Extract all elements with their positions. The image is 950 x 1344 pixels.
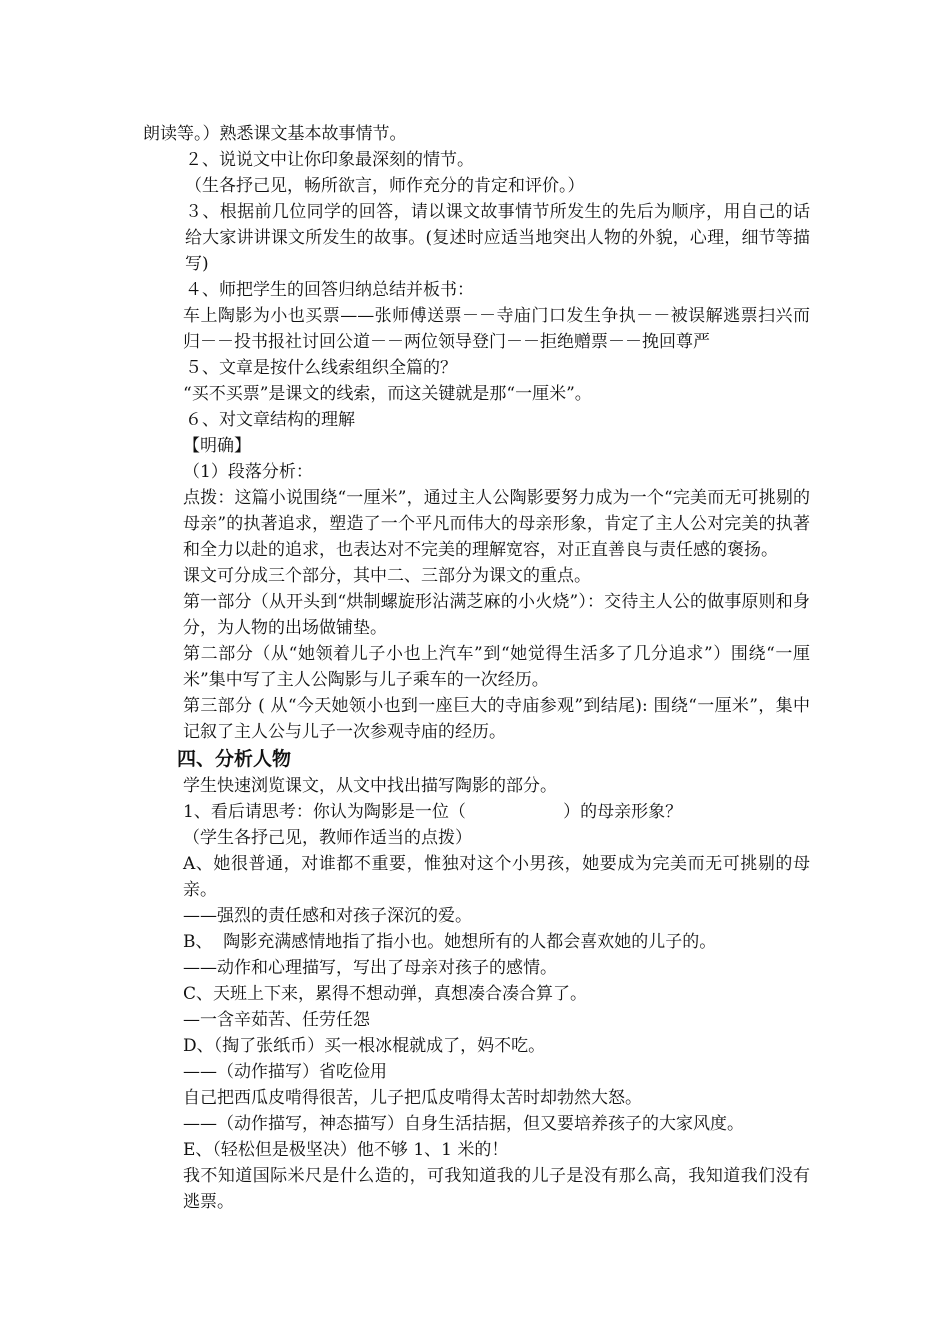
paragraph: ——（动作描写）省吃俭用 xyxy=(183,1062,387,1082)
paragraph: ２、说说文中让你印象最深刻的情节。 xyxy=(185,150,474,170)
paragraph: A、她很普通，对谁都不重要，惟独对这个小男孩，她要成为完美而无可挑剔的母亲。 xyxy=(183,854,810,900)
paragraph: （学生各抒己见，教师作适当的点拨） xyxy=(183,828,472,848)
paragraph: E、（轻松但是极坚决）他不够 1、1 米的！ xyxy=(183,1140,509,1160)
paragraph: C、天班上下来，累得不想动弹，真想凑合凑合算了。 xyxy=(183,984,588,1004)
paragraph: 车上陶影为小也买票——张师傅送票－－寺庙门口发生争执－－被误解逃票扫兴而归－－投书报社讨回公道－－两位领导登门－－拒绝赠票－－挽回尊严 xyxy=(183,306,810,352)
paragraph: —一含辛茹苦、任劳任怨 xyxy=(183,1010,370,1030)
paragraph: 自己把西瓜皮啃得很苦，儿子把瓜皮啃得太苦时却勃然大怒。 xyxy=(183,1088,642,1108)
paragraph: 我不知道国际米尺是什么造的，可我知道我的儿子是没有那么高，我知道我们没有逃票。 xyxy=(183,1166,810,1212)
paragraph: ５、文章是按什么线索组织全篇的？ xyxy=(185,358,457,378)
paragraph: 第二部分（从“她领着儿子小也上汽车”到“她觉得生活多了几分追求”）围绕“一厘米”集中写了主人公陶影与儿子乘车的一次经历。 xyxy=(183,644,810,690)
paragraph: ——强烈的责任感和对孩子深沉的爱。 xyxy=(183,906,472,926)
paragraph: ３、根据前几位同学的回答，请以课文故事情节所发生的先后为顺序，用自己的话给大家讲讲课文所发生的故事。(复述时应适当地突出人物的外貌，心理，细节等描写) xyxy=(185,202,810,274)
paragraph: 第一部分（从开头到“烘制螺旋形沾满芝麻的小火烧”）：交待主人公的做事原则和身分，为人物的出场做铺垫。 xyxy=(183,592,810,638)
section-heading: 四、分析人物 xyxy=(177,748,292,770)
paragraph: （生各抒己见，畅所欲言，师作充分的肯定和评价。） xyxy=(185,176,585,196)
paragraph: 第三部分 ( 从“今天她领小也到一座巨大的寺庙参观”到结尾): 围绕“一厘米”，集中记叙了主人公与儿子一次参观寺庙的经历。 xyxy=(183,696,810,742)
paragraph: （1）段落分析： xyxy=(183,462,313,482)
paragraph: B、 陶影充满感情地指了指小也。她想所有的人都会喜欢她的儿子的。 xyxy=(183,932,717,952)
paragraph: 朗读等。）熟悉课文基本故事情节。 xyxy=(143,124,407,144)
paragraph: D、（掏了张纸币）买一根冰棍就成了，妈不吃。 xyxy=(183,1036,546,1056)
paragraph: 学生快速浏览课文，从文中找出描写陶影的部分。 xyxy=(183,776,557,796)
paragraph: 课文可分成三个部分，其中二、三部分为课文的重点。 xyxy=(183,566,591,586)
question-line: 1、看后请思考：你认为陶影是一位（ ）的母亲形象？ xyxy=(183,802,683,822)
paragraph-block-1 xyxy=(143,121,810,745)
paragraph: 点拨：这篇小说围绕“一厘米”，通过主人公陶影要努力成为一个“完美而无可挑剔的母亲”的执著追求，塑造了一个平凡而伟大的母亲形象，肯定了主人公对完美的执著和全力以赴的追求，也表达对不完美的理解宽容，对正直善良与责任感的褒扬。 xyxy=(183,488,810,560)
paragraph: “买不买票”是课文的线索，而这关键就是那“一厘米”。 xyxy=(183,384,592,404)
paragraph: ——（动作描写，神态描写）自身生活拮据，但又要培养孩子的大家风度。 xyxy=(183,1114,744,1134)
paragraph: ——动作和心理描写，写出了母亲对孩子的感情。 xyxy=(183,958,557,978)
paragraph-block-2 xyxy=(143,773,810,1215)
paragraph: ４、师把学生的回答归纳总结并板书： xyxy=(185,280,474,300)
paragraph: 【明确】 xyxy=(183,436,251,456)
paragraph: ６、对文章结构的理解 xyxy=(185,410,355,430)
